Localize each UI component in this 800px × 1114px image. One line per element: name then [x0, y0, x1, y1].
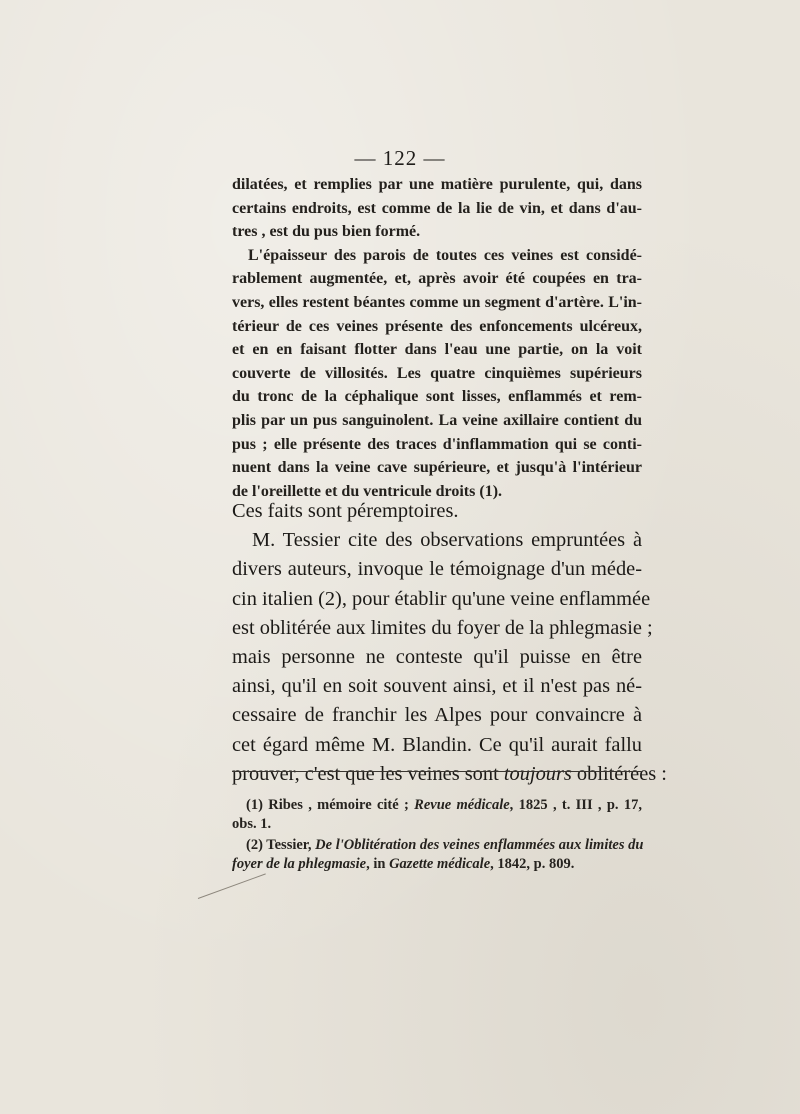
- text-line: dilatées, et remplies par une matière purulente, qui, dans: [232, 176, 642, 193]
- text-line: Ces faits sont péremptoires.: [232, 500, 459, 522]
- text-line: [232, 855, 642, 874]
- text-line: térieur de ces veines présente des enfoncements ulcéreux,: [232, 317, 642, 335]
- footnote-2: [232, 836, 642, 873]
- text-run: , 1825 , t. III , p. 17,: [509, 797, 643, 813]
- text-line: pus ; elle présente des traces d'inflammation qui se conti-: [232, 435, 642, 453]
- text-line: ainsi, qu'il en soit souvent ainsi, et il n'est pas né-: [232, 675, 642, 698]
- text-line: obs. 1.: [232, 815, 272, 832]
- text-line: certains endroits, est comme de la lie de vin, et dans d'au-: [232, 199, 642, 217]
- text-line: [232, 760, 667, 789]
- text-line: de l'oreillette et du ventricule droits (1).: [232, 482, 503, 500]
- emphasis-text: Revue médicale: [414, 797, 510, 813]
- text-run: , 1842, p. 809.: [490, 855, 575, 872]
- main-paragraph-block: [232, 497, 667, 789]
- pencil-mark: [198, 873, 266, 899]
- text-line: cessaire de franchir les Alpes pour convaincre à: [232, 704, 642, 727]
- footnote-1: [232, 796, 642, 833]
- text-line: du tronc de la céphalique sont lisses, enflammés et rem-: [232, 388, 642, 406]
- text-line: vers, elles restent béantes comme un segment d'artère. L'in-: [232, 293, 642, 311]
- text-run: , in: [366, 855, 390, 872]
- text-line: tres , est du pus bien formé.: [232, 223, 421, 241]
- text-line: [232, 836, 642, 855]
- text-line: rablement augmentée, et, après avoir été coupées en tra-: [232, 270, 642, 288]
- emphasis-text: De l'Oblitération des veines enflammées aux limites du: [315, 837, 644, 853]
- emphasis-text: foyer de la phlegmasie: [232, 855, 367, 872]
- text-line: plis par un pus sanguinolent. La veine axillaire contient du: [232, 411, 642, 429]
- text-run: (2) Tessier,: [246, 837, 316, 853]
- text-line: cet égard même M. Blandin. Ce qu'il aurait fallu: [232, 733, 642, 756]
- text-line: cin italien (2), pour établir qu'une veine enflammée: [232, 587, 651, 610]
- text-line: divers auteurs, invoque le témoignage d'un méde-: [232, 558, 642, 581]
- text-run: prouver, c'est que les veines sont: [232, 762, 504, 785]
- text-line: et en en faisant flotter dans l'eau une partie, on la voit: [232, 341, 642, 359]
- text-line: L'épaisseur des parois de toutes ces veines est considé-: [248, 246, 642, 264]
- emphasis-text: toujours: [503, 762, 572, 785]
- text-run: oblitérées :: [571, 762, 667, 785]
- footnote-divider: [232, 771, 642, 772]
- footnotes: [232, 796, 642, 876]
- text-line: M. Tessier cite des observations empruntées à: [252, 529, 642, 552]
- text-run: (1) Ribes , mémoire cité ;: [246, 797, 415, 813]
- text-line: est oblitérée aux limites du foyer de la phlegmasie ;: [232, 616, 653, 639]
- continued-paragraph-block: [232, 173, 642, 503]
- text-line: [232, 796, 642, 815]
- text-line: couverte de villosités. Les quatre cinquièmes supérieurs: [232, 364, 642, 382]
- page-number: — 122 —: [354, 146, 446, 170]
- text-line: mais personne ne conteste qu'il puisse en être: [232, 646, 642, 669]
- emphasis-text: Gazette médicale: [389, 855, 491, 872]
- text-line: nuent dans la veine cave supérieure, et jusqu'à l'intérieur: [232, 459, 642, 477]
